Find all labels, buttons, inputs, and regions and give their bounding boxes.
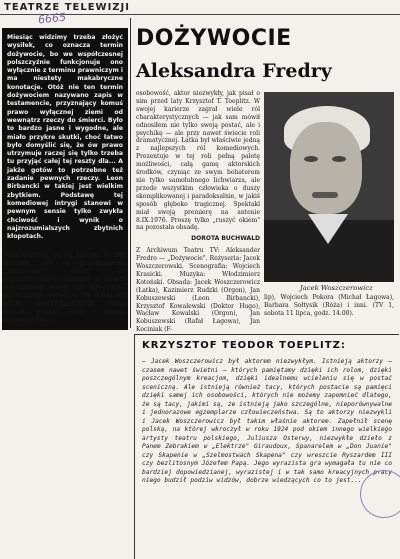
cast-continuation: lip), Wojciech Pokora (Michał Łagowa), Barbara Sołtysik (Róża) i inni. (TV 1, sobota 11 lipca, godz. 14.00). xyxy=(264,294,394,317)
left-text-column xyxy=(4,252,126,325)
left-text: Mam nadzieję, że nie zabrzmi to zbyt banalnie, ale to przedstawienie „Dożywocia" należy do najwybitniejszych spektakli w historii telewizyjnego teatru. Jego reżyserem i jednocześnie odtwórcą roli Łatki był JACEK WOSZCZEROWICZ, wielka legenda polskiej sceny i ekranu, niepowtarzalna xyxy=(4,252,126,324)
reverse-text: Miesiąc widzimy trzeba złożyć wysiłek, co oznacza termin dożywocie, bo we współczesnej polszczyźnie funkcjonuje ono wyłącznie z terminu prawniczym i ma niestety makabryczne konotacje. Otóż nie ten termin dożywociem nazywano zapis w testamencie, przyznający komuś prawo wyłącznej ziemi od wewnątrz rzeczy do śmierci. Było to bardzo jasne i wygodne, ale miało przykre skutki, choć łatwo było domyślić się, że ów prawo utrzymuje raczej się tylko trzeba tu przyjąć całej tej reszty dla... A jakże gotów to potrzebne też zadanie pewnych rzeczy. Leon Birbancki w takiej jest wielkim zbytkiem. Podstawę tej komediowej intrygi stanowi w pewnym sensie tylko zwykła chciwość i wynik o najzrozumialszych zbytnich kłopotach. xyxy=(7,34,123,241)
quote-text: — Jacek Woszczerowicz był aktorem niezwykłym. Istnieją aktorzy — czasem nawet świetni — których pamiętamy dzięki ich rolom, dzięki poszczególnym kreacjom, dzięki idealnemu wcieleniu się w postać sceniczną. Ale istnieją również tacy, których postacie są pamięci dzięki samej ich osobowości, których nie możemy zapomnieć dlatego, że są tacy, jakimi są, że istnieją jako szczególne, nieporównywalne i jednorazowe egzemplarze człowieczeństwa. Są to aktorzy niezwykli i Jacek Woszczerowicz był takim właśnie aktorem. Zapełnił scenę polską, na której wkroczył w roku 1924 pod okiem innego wielkiego artysty teatru polskiego, Juliusza Osterwy, niezwykłe dzieło z Panem Zebrakiem w „Elektrze" Giraudoux, Spanarelem w „Don Juanie" czy Skapenie w „Szelmostwach Skapena" czy wreszcie Ryszardem III czy bezlitosnym Józefem Papą. Jego wyrazista gra wymagała tu nie co bardziej dopowiedzianej, wyrazistej i w tak samo kreacyjnych pracy niego budził podziw widzów, dobrze wiedzących co to jest... xyxy=(142,358,392,484)
blank-area xyxy=(0,334,132,559)
middle-text-column xyxy=(136,90,260,334)
headline xyxy=(136,26,292,51)
headline-text: DOŻYWOCIE xyxy=(136,26,292,51)
section-header xyxy=(0,0,170,16)
archive-stamp xyxy=(360,470,400,518)
face-shape xyxy=(290,122,362,214)
photo-caption: Jacek Woszczerowicz xyxy=(300,284,373,292)
article-body: osobowość, aktor niezwykły, jak pisał o nim przed laty Krzysztof T. Toeplitz. W swojej karierze zagrał wiele ról charakterystycznych — jak sam mówił odnosiłem nie tylko swoją postać, ale i psychikę — ale przy nawet świecie roli dramatycznej. Łatka był właściwie jedną z najlepszych ról komediowych. Prezentuje w tej roli pełną paletę możliwości, całą gamę aktorskich środków, czyniąc ze swym bohaterem nie tylko samolubnego lichwiarza, ale przede wszystkim człowieka o duszy skomplikowanej i paradoksalnie, w jakiś sposób głęboko tragicznej. Spektakl miał swoją premierę na antenie 8.IX.1976. Proszę tylko „ruszyć okiem" na pozostała obsadę. xyxy=(136,90,260,232)
column-divider xyxy=(130,18,131,328)
subheadline: Aleksandra Fredry xyxy=(136,60,332,82)
credits-text: Z Archiwum Teatru TV: Aleksander Fredro — „Dożywocie". Reżyseria: Jacek Woszczerowski. Scenografia: Wojciech Krasicki. Muzyka: Włodzimierz Kotoński. Obsada: Jacek Woszczerowicz (Łatka), Kazimierz Rudzki (Orgon), Jan Kobuszewski (Leon Birbancki), Krzysztof Kowalewski (Doktor Hugo), Wacław Kowalski (Orgon), Jan Kobuszewski (Rafał Łagowa), Jan Kociniak (F- xyxy=(136,247,260,334)
handwritten-number: 6665 xyxy=(37,10,67,27)
quote-author: KRZYSZTOF TEODOR TOEPLITZ: xyxy=(142,340,346,351)
quote-body xyxy=(142,358,392,486)
portrait-photo xyxy=(264,92,394,282)
section-label: TEATRZE TELEWIZJI xyxy=(4,2,130,13)
author-signature: DOROTA BUCHWALD xyxy=(191,235,260,243)
right-text-column xyxy=(264,294,394,318)
